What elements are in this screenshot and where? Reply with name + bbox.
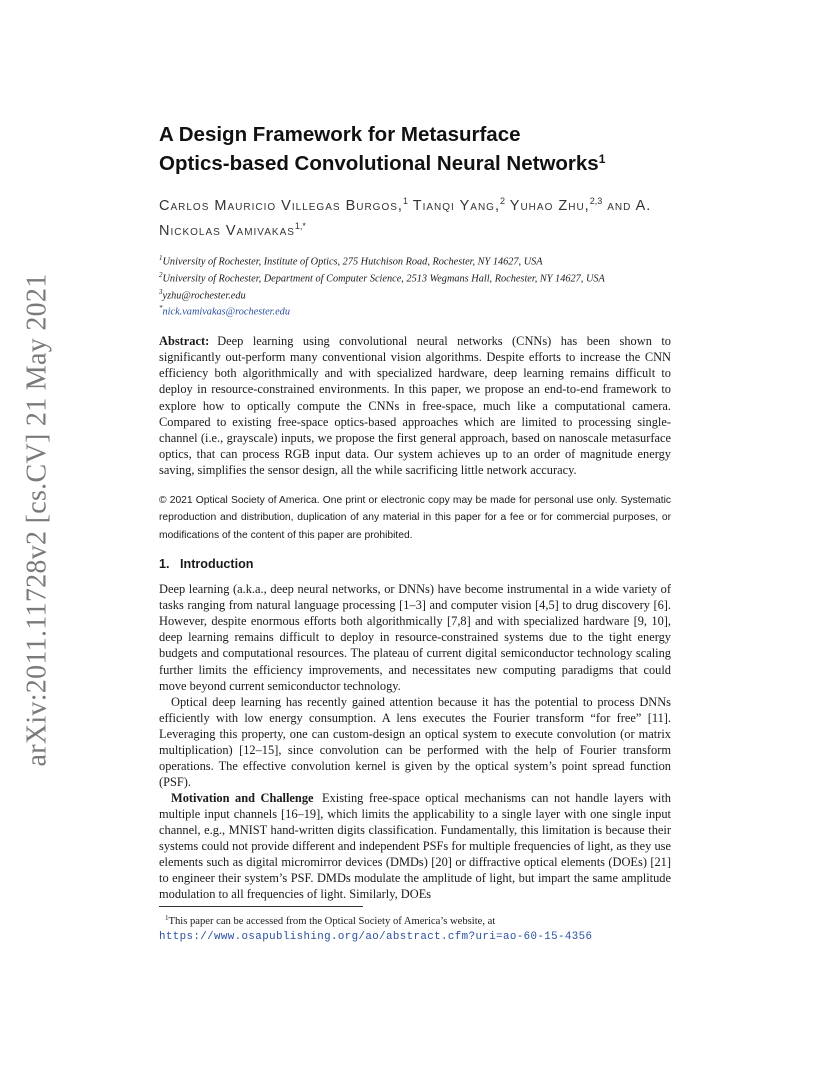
author-name: Carlos Mauricio Villegas Burgos, — [159, 197, 403, 214]
author-name: Yuhao Zhu, — [509, 197, 590, 214]
author-list — [159, 191, 671, 241]
author-name: and A. Nickolas Vamivakas — [159, 197, 652, 239]
footnote — [159, 911, 671, 944]
abstract-text: Deep learning using convolutional neural networks (CNNs) has been shown to significantly out-perform many conventional vision algorithms. Despite efforts to increase the CNN efficiency both algorithmically and with specialized hardware, deep learning remains difficult to deploy in resource-constrained environments. In this paper, we propose an end-to-end framework to explore how to optically compute the CNNs in free-space, much like a computational camera. Compared to existing free-space optics-based approaches which are limited to processing single-channel (i.e., grayscale) inputs, we propose the first general approach, based on nanoscale metasurface optics, that can process RGB input data. Our system achieves up to an order of magnitude energy saving, simplifies the sensor design, all the while sacrificing little network accuracy. — [159, 334, 671, 477]
run-in-heading: Motivation and Challenge — [171, 790, 314, 805]
footnote-text: This paper can be accessed from the Optical Society of America’s website, at — [168, 916, 496, 928]
abstract — [159, 333, 671, 477]
section-heading — [159, 556, 671, 572]
footnote-divider — [159, 906, 363, 907]
corresponding-email: *nick.vamivakas@rochester.edu — [159, 304, 290, 318]
author-affiliation-mark: 2,3 — [589, 196, 603, 206]
corresponding-email-link[interactable]: nick.vamivakas@rochester.edu — [162, 306, 290, 318]
author-affiliation-mark: 1 — [402, 196, 408, 206]
arxiv-identifier-stamp — [22, 273, 54, 767]
section-body — [159, 581, 671, 902]
section-number: 1. — [159, 557, 170, 572]
title-line-2: Optics-based Convolutional Neural Networks — [159, 152, 599, 175]
arxiv-identifier-text: arXiv:2011.11728v2 [cs.CV] 21 May 2021 — [22, 273, 54, 767]
author-name: Tianqi Yang, — [412, 197, 500, 214]
author-affiliation-mark: 2 — [499, 196, 505, 206]
paper-page — [159, 118, 671, 944]
paper-title — [159, 122, 671, 176]
body-paragraph — [159, 790, 671, 902]
affiliation-item: $^2$University of Rochester, Department of Computer Science, 2513 Wegmans Hall, Rochester, NY 14627, USA — [159, 270, 605, 284]
footnote-mark: 1 — [165, 914, 169, 923]
affiliation-email: $^3$yzhu@rochester.edu — [159, 287, 246, 301]
author-affiliation-mark: 1,* — [294, 220, 306, 231]
section-title: Introduction — [180, 557, 254, 572]
abstract-label: Abstract: — [159, 334, 210, 349]
title-line-1: A Design Framework for Metasurface — [159, 123, 521, 146]
paragraph-text: Existing free-space optical mechanisms can not handle layers with multiple input channels [16–19], which limits the applicability to a single layer with one single input channel, e.g., MNIST hand-written digits classification. Fundamentally, this limitation is because their systems could not provide different and independent PSFs for multiple frequencies of light, as they use elements such as digital micromirror devices (DMDs) [20] or diffractive optical elements (DOEs) [21] to engineer their system’s PSF. DMDs modulate the amplitude of light, but impart the same amplitude modulation to all frequencies of light. Similarly, DOEs — [159, 790, 671, 902]
affiliation-list — [159, 252, 671, 320]
copyright-notice: © 2021 Optical Society of America. One print or electronic copy may be made for personal use only. Systematic reproduction and distribution, duplication of any material in this paper for a fee or for commercial purposes, or modifications of the content of this paper are prohibited. — [159, 494, 671, 541]
footnote-url-link[interactable]: https://www.osapublishing.org/ao/abstract.cfm?uri=ao-60-15-4356 — [159, 930, 593, 943]
body-paragraph: Optical deep learning has recently gained attention because it has the potential to process DNNs efficiently with low energy consumption. A lens executes the Fourier transform “for free” [11]. Leveraging this property, one can custom-design an optical system to execute convolution (or matrix multiplication) [12–15], since convolution can be performed with the help of Fourier transform operations. The effective convolution kernel is given by the optical system’s point spread function (PSF). — [159, 694, 671, 789]
body-paragraph: Deep learning (a.k.a., deep neural networks, or DNNs) have become instrumental in a wide variety of tasks ranging from natural language processing [1–3] and computer vision [4,5] to drug discovery [6]. However, despite enormous efforts both algorithmically [7,8] and with specialized hardware [9, 10], deep learning remains difficult to deploy in resource-constrained systems due to the tight energy budgets and computational resources. The plateau of current digital semiconductor technology scaling further limits the efficiency improvements, and necessitates new computing paradigms that could move beyond current semiconductor technology. — [159, 582, 671, 693]
title-footnote-mark[interactable]: 1 — [598, 152, 606, 166]
affiliation-item: $^1$University of Rochester, Institute of Optics, 275 Hutchison Road, Rochester, NY 14627, USA — [159, 253, 543, 268]
